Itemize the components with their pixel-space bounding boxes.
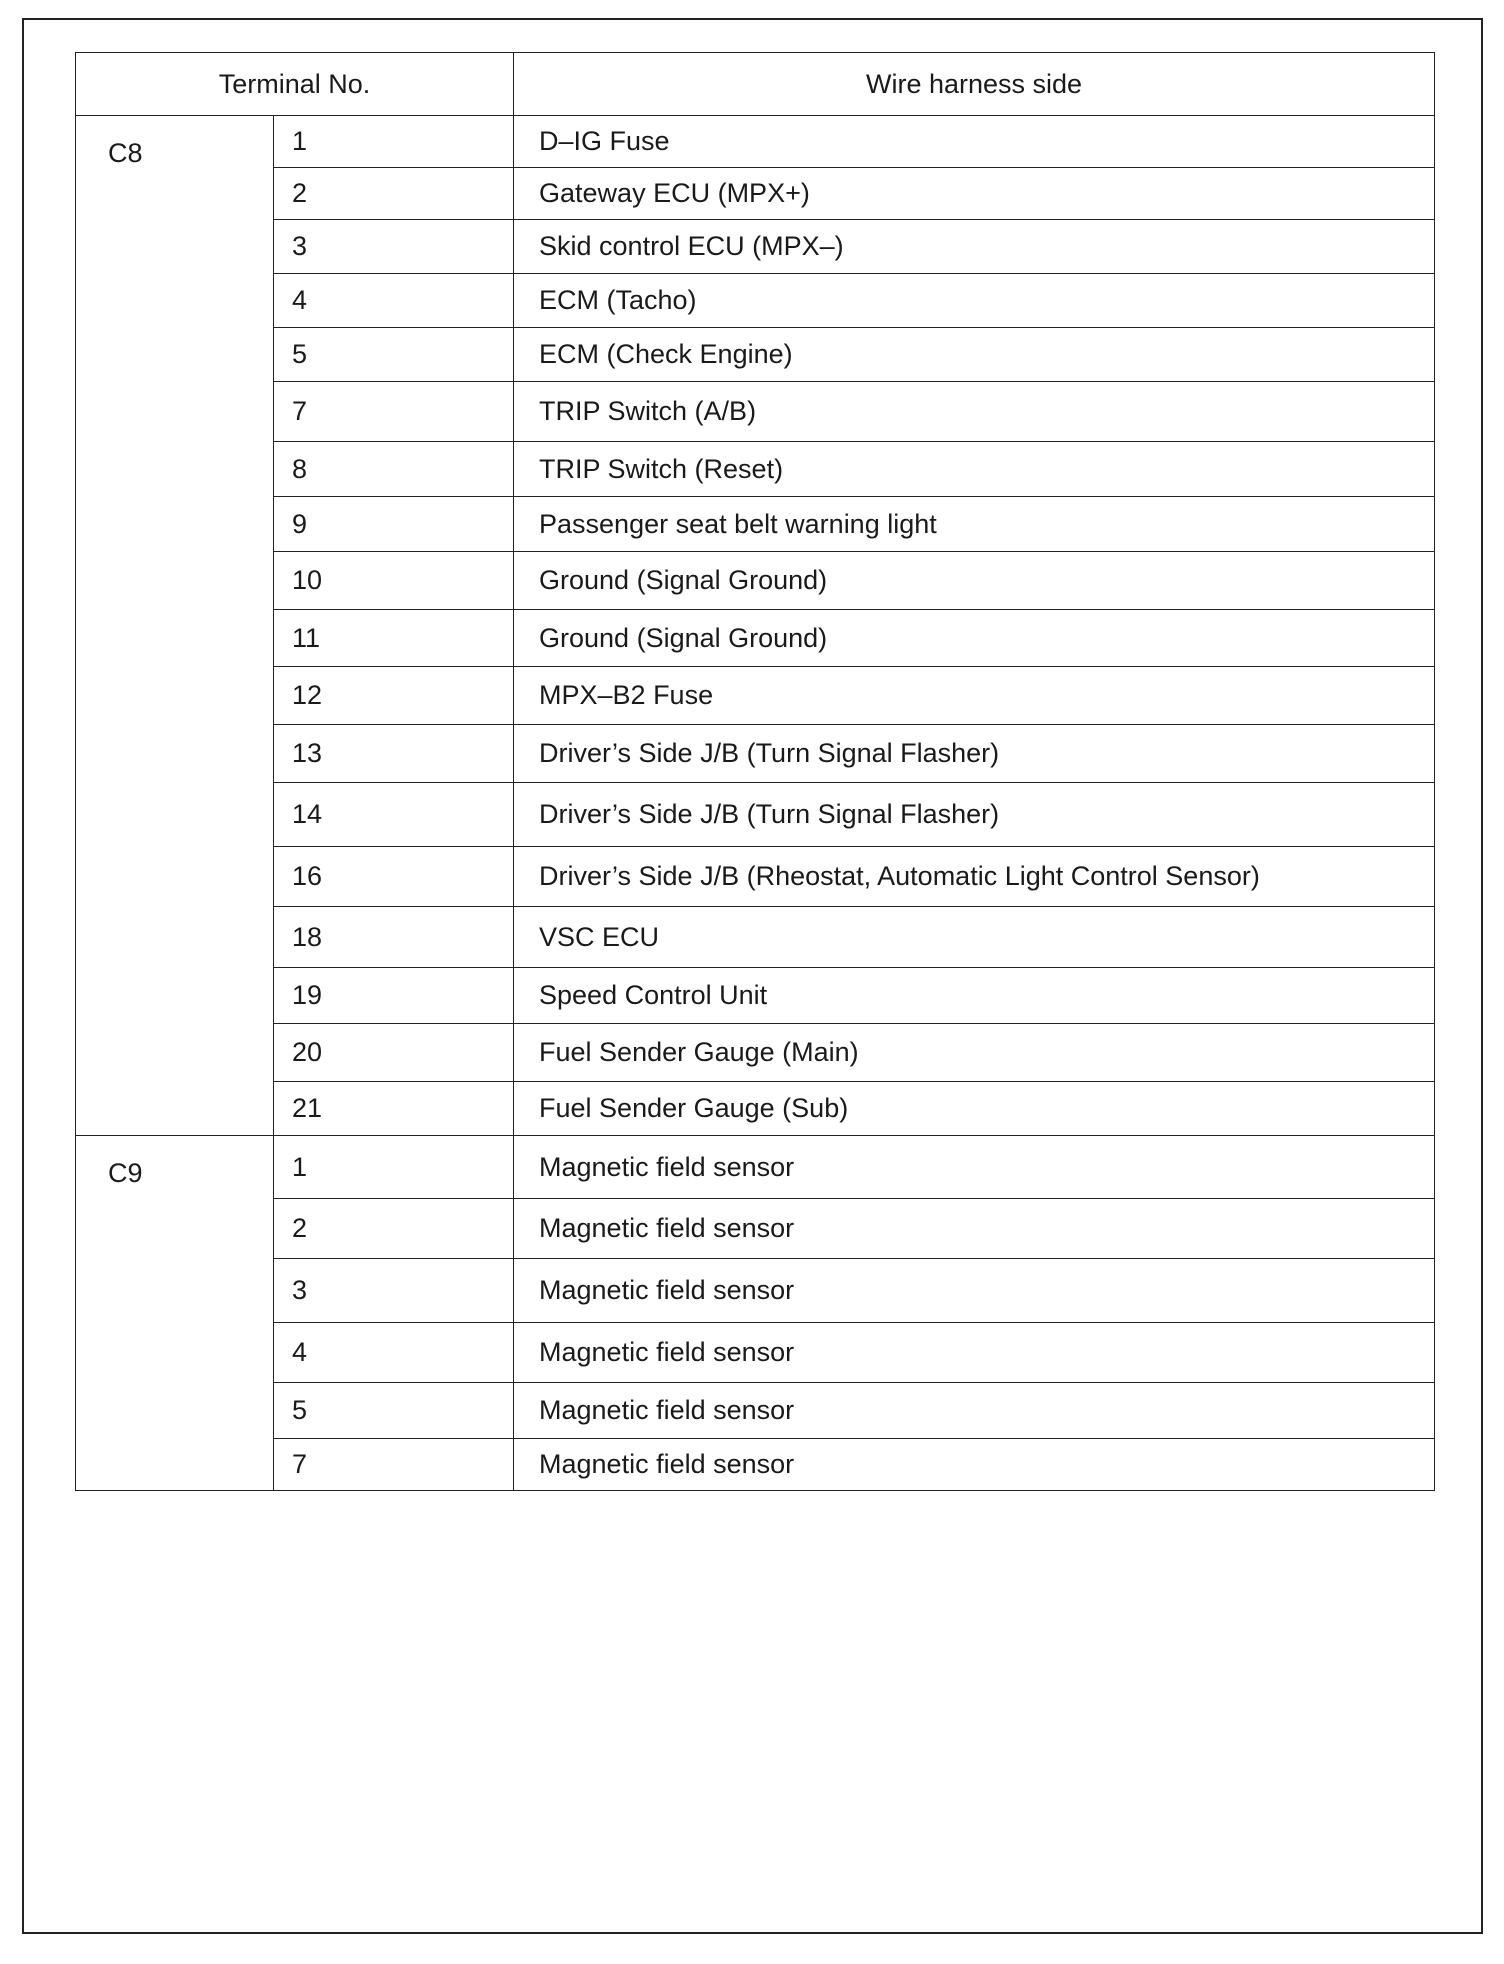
table-row (76, 328, 1435, 382)
table-row (76, 1199, 1435, 1259)
wire-description: Ground (Signal Ground) (514, 552, 1435, 610)
table-row (76, 1259, 1435, 1323)
connector-id: C8 (76, 116, 274, 1136)
table-row (76, 1136, 1435, 1199)
table-row (76, 667, 1435, 725)
pin-number: 7 (274, 1439, 514, 1491)
table-row (76, 907, 1435, 968)
wire-description: TRIP Switch (A/B) (514, 382, 1435, 442)
wire-description: Passenger seat belt warning light (514, 497, 1435, 552)
pin-number: 2 (274, 1199, 514, 1259)
table-row (76, 442, 1435, 497)
table-row (76, 1439, 1435, 1491)
header-row (76, 53, 1435, 116)
table-row (76, 382, 1435, 442)
wire-description: Driver’s Side J/B (Rheostat, Automatic Light Control Sensor) (514, 847, 1435, 907)
pin-number: 16 (274, 847, 514, 907)
wire-description: Magnetic field sensor (514, 1383, 1435, 1439)
table-row (76, 1323, 1435, 1383)
wire-description: ECM (Check Engine) (514, 328, 1435, 382)
wire-description: VSC ECU (514, 907, 1435, 968)
pin-number: 2 (274, 168, 514, 220)
table-row (76, 497, 1435, 552)
wire-description: MPX–B2 Fuse (514, 667, 1435, 725)
wire-description: Driver’s Side J/B (Turn Signal Flasher) (514, 783, 1435, 847)
wire-description: Magnetic field sensor (514, 1199, 1435, 1259)
pin-number: 3 (274, 1259, 514, 1323)
header-wire-harness-side: Wire harness side (514, 53, 1435, 116)
pin-number: 1 (274, 116, 514, 168)
pin-number: 19 (274, 968, 514, 1024)
table-row (76, 1082, 1435, 1136)
wire-description: D–IG Fuse (514, 116, 1435, 168)
pin-number: 4 (274, 274, 514, 328)
terminal-table (75, 52, 1435, 1491)
table-row (76, 116, 1435, 168)
wire-description: ECM (Tacho) (514, 274, 1435, 328)
wire-description: Fuel Sender Gauge (Sub) (514, 1082, 1435, 1136)
wire-description: TRIP Switch (Reset) (514, 442, 1435, 497)
header-terminal-no: Terminal No. (76, 53, 514, 116)
table-row (76, 725, 1435, 783)
pin-number: 20 (274, 1024, 514, 1082)
table-row (76, 168, 1435, 220)
wire-description: Magnetic field sensor (514, 1259, 1435, 1323)
pin-number: 5 (274, 328, 514, 382)
connector-id: C9 (76, 1136, 274, 1491)
pin-number: 13 (274, 725, 514, 783)
table-body (76, 116, 1435, 1491)
wire-description: Speed Control Unit (514, 968, 1435, 1024)
table-row (76, 274, 1435, 328)
wire-description: Skid control ECU (MPX–) (514, 220, 1435, 274)
table-row (76, 220, 1435, 274)
table-row (76, 552, 1435, 610)
pin-number: 7 (274, 382, 514, 442)
wire-description: Magnetic field sensor (514, 1439, 1435, 1491)
pin-number: 4 (274, 1323, 514, 1383)
pin-number: 8 (274, 442, 514, 497)
table-row (76, 783, 1435, 847)
table-row (76, 1024, 1435, 1082)
pin-number: 10 (274, 552, 514, 610)
wire-description: Fuel Sender Gauge (Main) (514, 1024, 1435, 1082)
wire-description: Driver’s Side J/B (Turn Signal Flasher) (514, 725, 1435, 783)
pin-number: 9 (274, 497, 514, 552)
wire-description: Ground (Signal Ground) (514, 610, 1435, 667)
table-row (76, 968, 1435, 1024)
wire-description: Gateway ECU (MPX+) (514, 168, 1435, 220)
pin-number: 14 (274, 783, 514, 847)
table-row (76, 610, 1435, 667)
pin-number: 12 (274, 667, 514, 725)
pin-number: 1 (274, 1136, 514, 1199)
pin-number: 21 (274, 1082, 514, 1136)
pin-number: 18 (274, 907, 514, 968)
table-row (76, 847, 1435, 907)
wire-description: Magnetic field sensor (514, 1323, 1435, 1383)
wire-description: Magnetic field sensor (514, 1136, 1435, 1199)
pin-number: 5 (274, 1383, 514, 1439)
pin-number: 11 (274, 610, 514, 667)
pin-number: 3 (274, 220, 514, 274)
table-row (76, 1383, 1435, 1439)
